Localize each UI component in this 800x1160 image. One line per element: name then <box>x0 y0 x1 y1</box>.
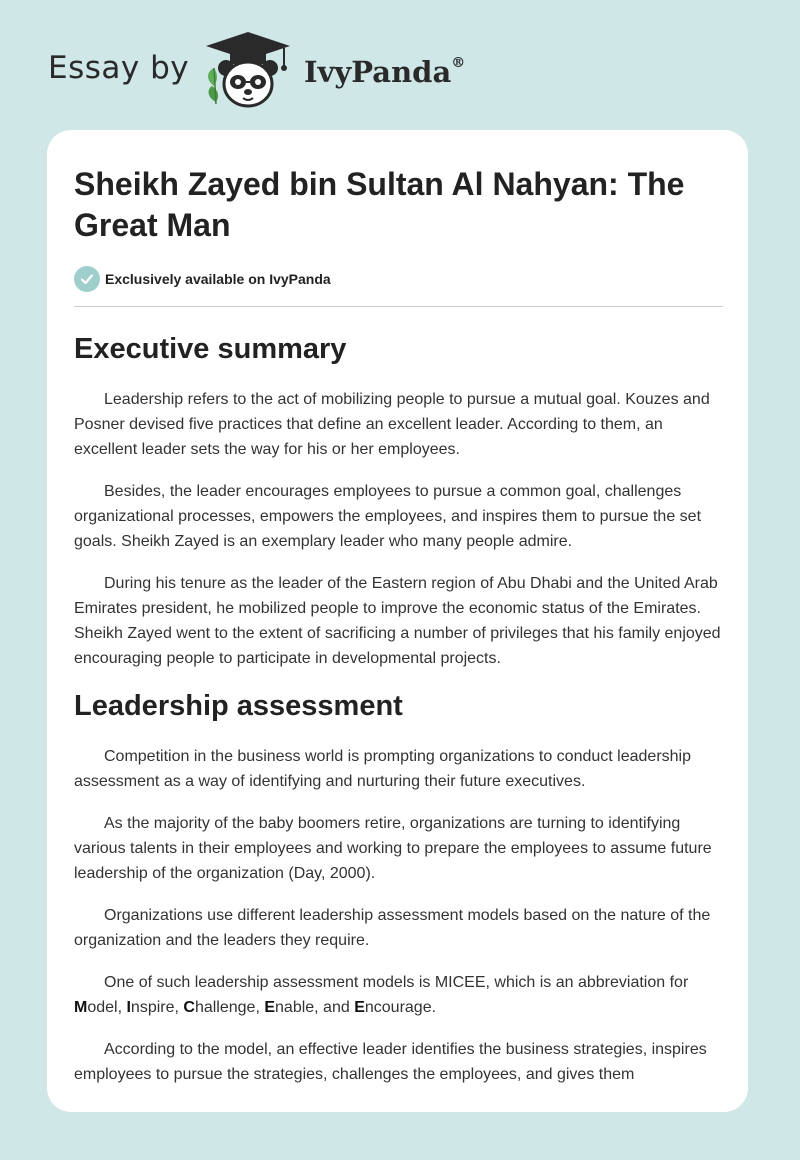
micee-initial-e2: E <box>354 999 365 1016</box>
paragraph: Leadership refers to the act of mobilizing people to pursue a mutual goal. Kouzes and Posner devised five practices that define an excellent leader. According to them, an excellent leader sets the way for his or her employees. <box>74 391 710 458</box>
site-brand <box>48 28 488 118</box>
registered-mark: ® <box>451 55 466 72</box>
paragraph: According to the model, an effective leader identifies the business strategies, inspires employees to pursue the strategies, challenges the employees, and gives them <box>74 1041 707 1083</box>
micee-initial-m: M <box>74 999 88 1016</box>
brand-name <box>304 55 465 89</box>
essay-content <box>74 164 723 1104</box>
micee-lead: One of such leadership assessment models is MICEE, which is an abbreviation for <box>104 974 689 991</box>
paragraph: Competition in the business world is prompting organizations to conduct leadership assessment as a way of identifying and nurturing their future executives. <box>74 748 691 790</box>
brand-name-text: IvyPanda <box>304 55 452 89</box>
micee-word-challenge: hallenge, <box>194 999 265 1016</box>
exclusive-badge-text: Exclusively available on IvyPanda <box>105 271 331 287</box>
micee-initial-i: I <box>126 999 131 1016</box>
checkmark-icon <box>74 266 100 292</box>
paragraph: Besides, the leader encourages employees to pursue a common goal, challenges organizational processes, empowers the employees, and inspires them to pursue the set goals. Sheikh Zayed is an exemplary leader who many people admire. <box>74 483 702 550</box>
micee-initial-e1: E <box>264 999 276 1016</box>
paragraph: Organizations use different leadership assessment models based on the nature of the organization and the leaders they require. <box>74 907 711 949</box>
micee-word-encourage: ncourage. <box>364 999 437 1016</box>
essay-title: Sheikh Zayed bin Sultan Al Nahyan: The Great Man <box>74 166 685 243</box>
section-heading: Leadership assessment <box>74 690 403 722</box>
micee-word-enable: nable, and <box>275 999 355 1016</box>
paragraph: During his tenure as the leader of the Eastern region of Abu Dhabi and the United Arab Emirates president, he mobilized people to improve the economic status of the Emirates. Sheikh Zayed went to the extent of sacrificing a number of privileges that his family enjoyed encouraging people to participate in developmental projects. <box>74 575 721 667</box>
micee-paragraph <box>74 970 723 1020</box>
micee-word-model: odel, <box>87 999 127 1016</box>
section-body <box>74 744 723 1087</box>
micee-word-inspire: nspire, <box>130 999 184 1016</box>
section-body <box>74 387 723 671</box>
exclusive-badge <box>74 265 723 293</box>
title-divider <box>74 306 723 307</box>
paragraph: As the majority of the baby boomers retire, organizations are turning to identifying various talents in their employees and working to prepare the employees to assume future leadership of the organization (Day, 2000). <box>74 815 712 882</box>
brand-prefix: Essay by <box>48 50 190 86</box>
section-executive-summary <box>74 331 723 671</box>
panda-graduate-logo-icon <box>200 28 296 112</box>
micee-initial-c: C <box>183 999 195 1016</box>
section-heading: Executive summary <box>74 333 347 365</box>
section-leadership-assessment <box>74 688 723 1087</box>
essay-card <box>47 130 748 1112</box>
